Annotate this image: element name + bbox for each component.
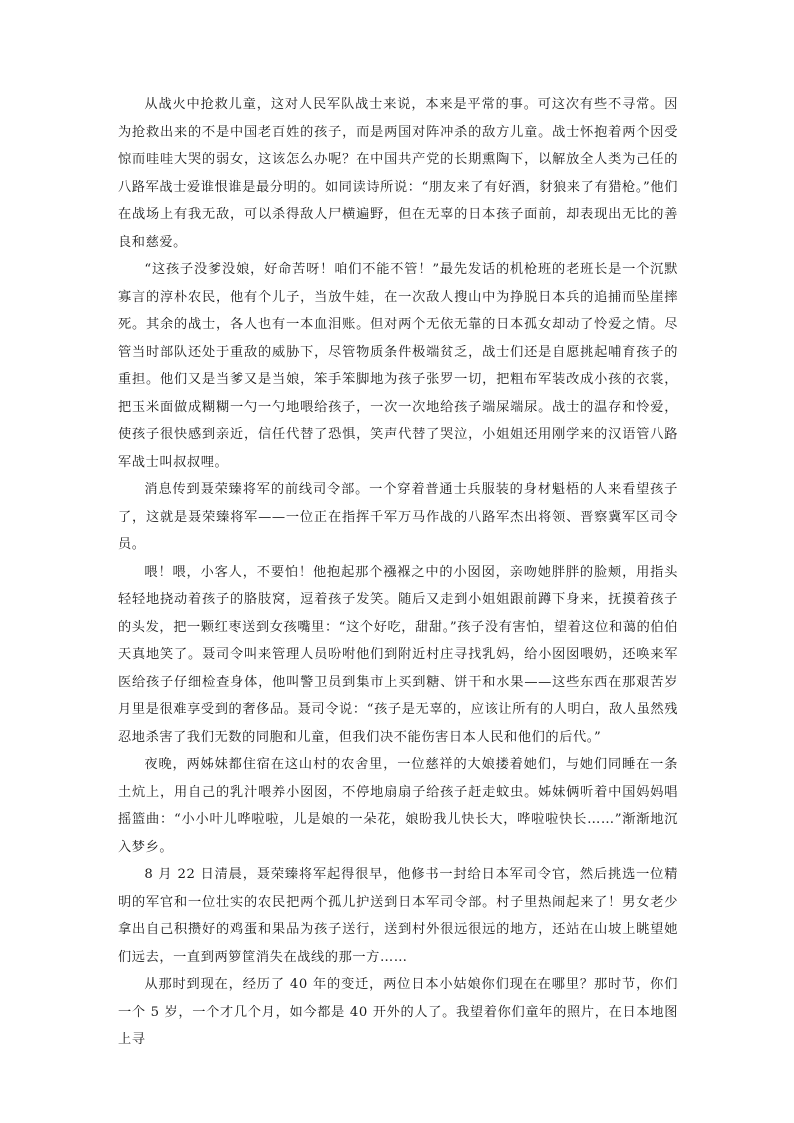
paragraph: 夜晚，两姊妹都住宿在这山村的农舍里，一位慈祥的大娘搂着她们，与她们同睡在一条土炕上，用自己的乳汁喂养小囡囡，不停地扇扇子给孩子赶走蚊虫。姊妹俩听着中国妈妈唱摇篮曲：“小小叶儿哗啦啦，儿是娘的一朵花，娘盼我儿快长大，哗啦啦快长……”渐渐地沉入梦乡。 — [118, 757, 678, 855]
paragraph: 从战火中抢救儿童，这对人民军队战士来说，本来是平常的事。可这次有些不寻常。因为抢救出来的不是中国老百姓的孩子，而是两国对阵冲杀的敌方儿童。战士怀抱着两个因受惊而哇哇大哭的弱女，这该怎么办呢？在中国共产党的长期熏陶下，以解放全人类为己任的八路军战士爱谁恨谁是最分明的。如同读诗所说：“朋友来了有好酒，豺狼来了有猎枪。”他们在战场上有我无敌，可以杀得敌人尸横遍野，但在无辜的日本孩子面前，却表现出无比的善良和慈爱。 — [118, 97, 678, 250]
paragraph: 从那时到现在，经历了 40 年的变迁，两位日本小姑娘你们现在在哪里？那时节，你们一个 5 岁，一个才几个月，如今都是 40 开外的人了。我望着你们童年的照片，在日本地图上寻 — [118, 977, 678, 1047]
paragraph: 消息传到聂荣臻将军的前线司令部。一个穿着普通士兵服装的身材魁梧的人来看望孩子了，这就是聂荣臻将军——一位正在指挥千军万马作战的八路军杰出将领、晋察冀军区司令员。 — [118, 482, 678, 552]
paragraph: 喂！喂，小客人，不要怕！他抱起那个襁褓之中的小囡囡，亲吻她胖胖的脸颊，用指头轻轻地挠动着孩子的胳肢窝，逗着孩子发笑。随后又走到小姐姐跟前蹲下身来，抚摸着孩子的头发，把一颗红枣送到女孩嘴里：“这个好吃，甜甜。”孩子没有害怕，望着这位和蔼的伯伯天真地笑了。聂司令叫来管理人员吩咐他们到附近村庄寻找乳妈，给小囡囡喂奶，还唤来军医给孩子仔细检查身体，他叫警卫员到集市上买到糖、饼干和水果——这些东西在那艰苦岁月里是很难享受到的奢侈品。聂司令说：“孩子是无辜的，应该让所有的人明白，敌人虽然残忍地杀害了我们无数的同胞和儿童，但我们决不能伤害日本人民和他们的后代。” — [118, 564, 678, 745]
paragraph: “这孩子没爹没娘，好命苦呀！咱们不能不管！”最先发话的机枪班的老班长是一个沉默寡言的淳朴农民，他有个儿子，当放牛娃，在一次敌人搜山中为挣脱日本兵的追捕而坠崖摔死。其余的战士，各人也有一本血泪账。但对两个无依无靠的日本孤女却动了怜爱之情。尽管当时部队还处于重敌的威胁下，尽管物质条件极端贫乏，战士们还是自愿挑起哺育孩子的重担。他们又是当爹又是当娘，笨手笨脚地为孩子张罗一切，把粗布军装改成小孩的衣裳，把玉米面做成糊糊一勺一勺地喂给孩子，一次一次地给孩子端屎端尿。战士的温存和怜爱，使孩子很快感到亲近，信任代替了恐惧，笑声代替了哭泣，小姐姐还用刚学来的汉语管八路军战士叫叔叔哩。 — [118, 262, 678, 470]
article-body — [118, 91, 678, 1054]
paragraph: 8 月 22 日清晨，聂荣臻将军起得很早，他修书一封给日本军司令官，然后挑选一位精明的军官和一位壮实的农民把两个孤儿护送到日本军司令部。村子里热闹起来了！男女老少拿出自己积攒好的鸡蛋和果品为孩子送行，送到村外很远很远的地方，还站在山坡上眺望她们远去，一直到两箩筐消失在战线的那一方…… — [118, 867, 678, 965]
